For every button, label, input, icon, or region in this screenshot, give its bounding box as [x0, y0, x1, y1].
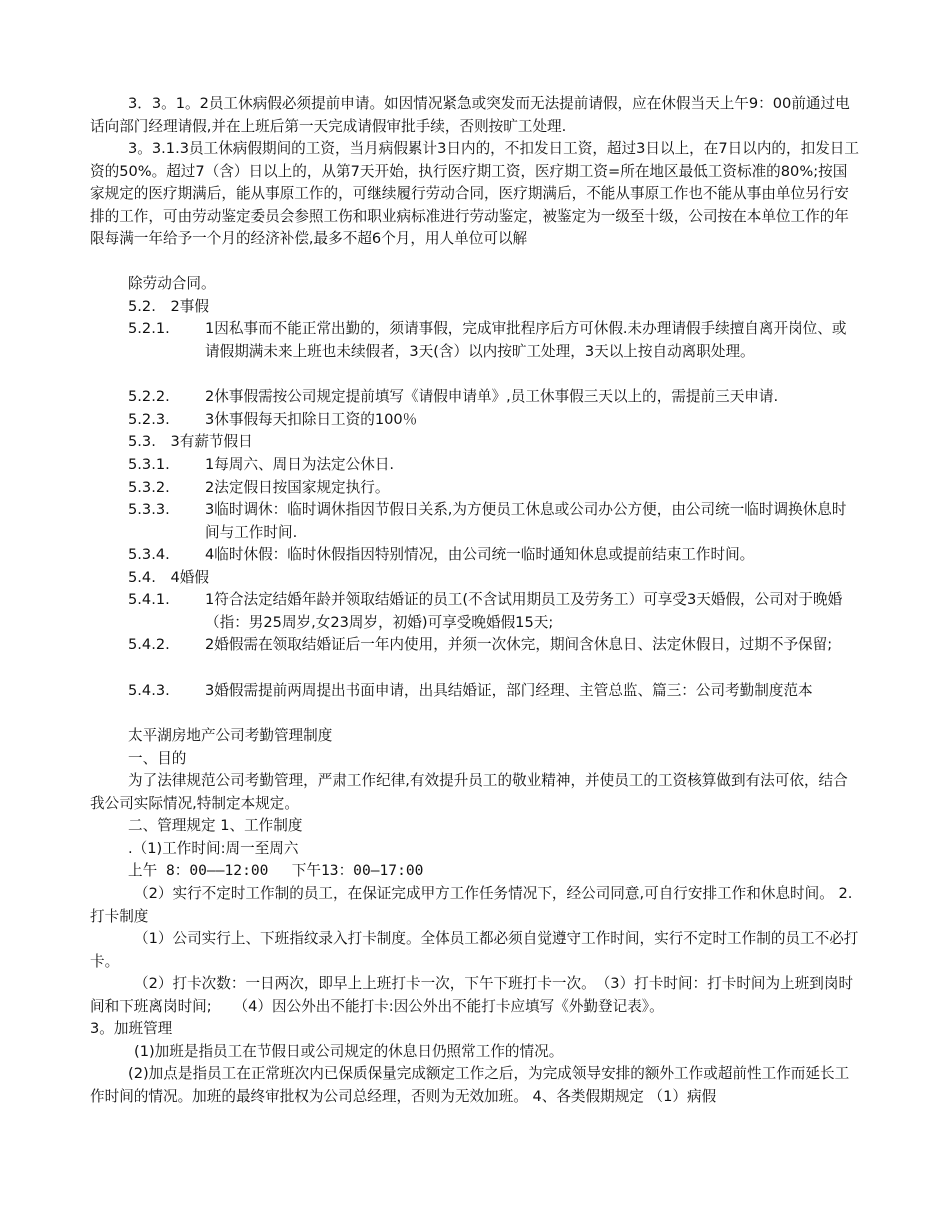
item-number: 5.3.3. — [128, 501, 170, 518]
item-number: 5.3.1. — [128, 456, 170, 473]
item-number: 5.3.4. — [128, 546, 170, 563]
item-number: 5.4.2. — [128, 636, 170, 653]
item-text: 3休事假每天扣除日工资的100％ — [205, 411, 418, 428]
item-text: 2休事假需按公司规定提前填写《请假申请单》,员工休事假三天以上的，需提前三天申请. — [205, 388, 779, 405]
section-heading-5-2: 5.2. 2事假 — [128, 298, 209, 315]
paragraph-punch-system: （1）公司实行上、下班指纹录入打卡制度。全体员工都必须自觉遵守工作时间，实行不定时工作制的员工不必打卡。 — [90, 930, 859, 970]
section-heading-purpose: 一、目的 — [128, 750, 187, 767]
item-text: 3临时调休：临时调休指因节假日关系,为方便员工休息或公司办公方便，由公司统一临时调换休息时间与工作时间. — [205, 501, 847, 541]
paragraph-3-3-1-3: 3。3.1.3员工休病假期间的工资，当月病假累计3日内的，不扣发日工资，超过3日以上，在7日以内的，扣发日工资的50%。超过7（含）日以上的，从第7天开始，执行医疗期工资，医疗期工资=所在地区最低工资标准的80%;按国家规定的医疗期满后，能从事原工作的，可继续履行劳动合同，医疗期满后，不能从事原工作也不能从事由单位另行安排的工作，可由劳动鉴定委员会参照工伤和职业病标准进行劳动鉴定，被鉴定为一级至十级，公司按在本单位工作的年限每满一年给予一个月的经济补偿,最多不超6个月，用人单位可以解 — [90, 140, 859, 248]
item-number: 5.3.2. — [128, 479, 170, 496]
section-heading-management: 二、管理规定 1、工作制度 — [128, 817, 303, 834]
list-item — [128, 680, 860, 703]
document-title: 太平湖房地产公司考勤管理制度 — [128, 727, 333, 744]
item-text: 1符合法定结婚年龄并领取结婚证的员工(不含试用期员工及劳务工）可享受3天婚假，公司对于晚婚（指：男25周岁,女23周岁，初婚)可享受晚婚假15天; — [205, 591, 843, 631]
paragraph-continuation: 除劳动合同。 — [128, 275, 216, 292]
work-hours-line: 上午 8：00——12:00 下午13：00—17:00 — [128, 862, 424, 879]
item-text: 4临时休假：临时休假指因特别情况，由公司统一临时通知休息或提前结束工作时间。 — [205, 546, 755, 563]
item-number: 5.2.2. — [128, 388, 170, 405]
item-text: 3婚假需提前两周提出书面申请，出具结婚证，部门经理、主管总监、篇三：公司考勤制度范本 — [205, 682, 813, 699]
paragraph-extra-hours: (2)加点是指员工在正常班次内已保质保量完成额定工作之后，为完成领导安排的额外工作或超前性工作而延长工作时间的情况。加班的最终审批权为公司总经理，否则为无效加班。 4、各类假期规定 （1）病假 — [90, 1065, 850, 1105]
item-number: 5.4.3. — [128, 682, 170, 699]
list-item — [128, 477, 860, 500]
item-text: 2婚假需在领取结婚证后一年内使用，并须一次休完，期间含休息日、法定休假日，过期不予保留; — [205, 636, 833, 653]
item-text: 1每周六、周日为法定公休日. — [205, 456, 395, 473]
item-number: 5.4.1. — [128, 591, 170, 608]
item-text: 2法定假日按国家规定执行。 — [205, 479, 390, 496]
list-item — [128, 499, 860, 544]
paragraph-purpose: 为了法律规范公司考勤管理，严肃工作纪律,有效提升员工的敬业精神，并使员工的工资核算做到有法可依，结合我公司实际情况,特制定本规定。 — [90, 772, 848, 812]
section-heading-overtime: 3。加班管理 — [90, 1020, 173, 1037]
paragraph-3-3-1-2: 3．3。1。2员工休病假必须提前申请。如因情况紧急或突发而无法提前请假，应在休假当天上午9：00前通过电话向部门经理请假,并在上班后第一天完成请假审批手续，否则按旷工处理. — [90, 95, 850, 135]
paragraph-flexible-work: （2）实行不定时工作制的员工，在保证完成甲方工作任务情况下，经公司同意,可自行安排工作和休息时间。 2. 打卡制度 — [90, 885, 853, 925]
section-heading-5-3: 5.3. 3有薪节假日 — [128, 433, 253, 450]
list-item — [128, 409, 860, 432]
list-item — [128, 634, 860, 657]
item-number: 5.2.1. — [128, 320, 170, 337]
item-number: 5.2.3. — [128, 411, 170, 428]
list-item — [128, 454, 860, 477]
paragraph-punch-rules: （2）打卡次数：一日两次，即早上上班打卡一次，下午下班打卡一次。 （3）打卡时间：打卡时间为上班到岗时间和下班离岗时间; （4）因公外出不能打卡:因公外出不能打卡应填写《外勤登记表》。 — [90, 975, 854, 1015]
section-heading-5-4: 5.4. 4婚假 — [128, 569, 209, 586]
list-item — [128, 318, 860, 363]
item-text: 1因私事而不能正常出勤的，须请事假，完成审批程序后方可休假.未办理请假手续擅自离开岗位、或请假期满未来上班也未续假者，3天(含）以内按旷工处理，3天以上按自动离职处理。 — [205, 320, 847, 360]
list-item — [128, 386, 860, 409]
list-item — [128, 544, 860, 567]
work-time-line: .（1)工作时间:周一至周六 — [128, 840, 299, 857]
paragraph-overtime-definition: (1)加班是指员工在节假日或公司规定的休息日仍照常工作的情况。 — [134, 1043, 564, 1060]
list-item — [128, 589, 860, 634]
